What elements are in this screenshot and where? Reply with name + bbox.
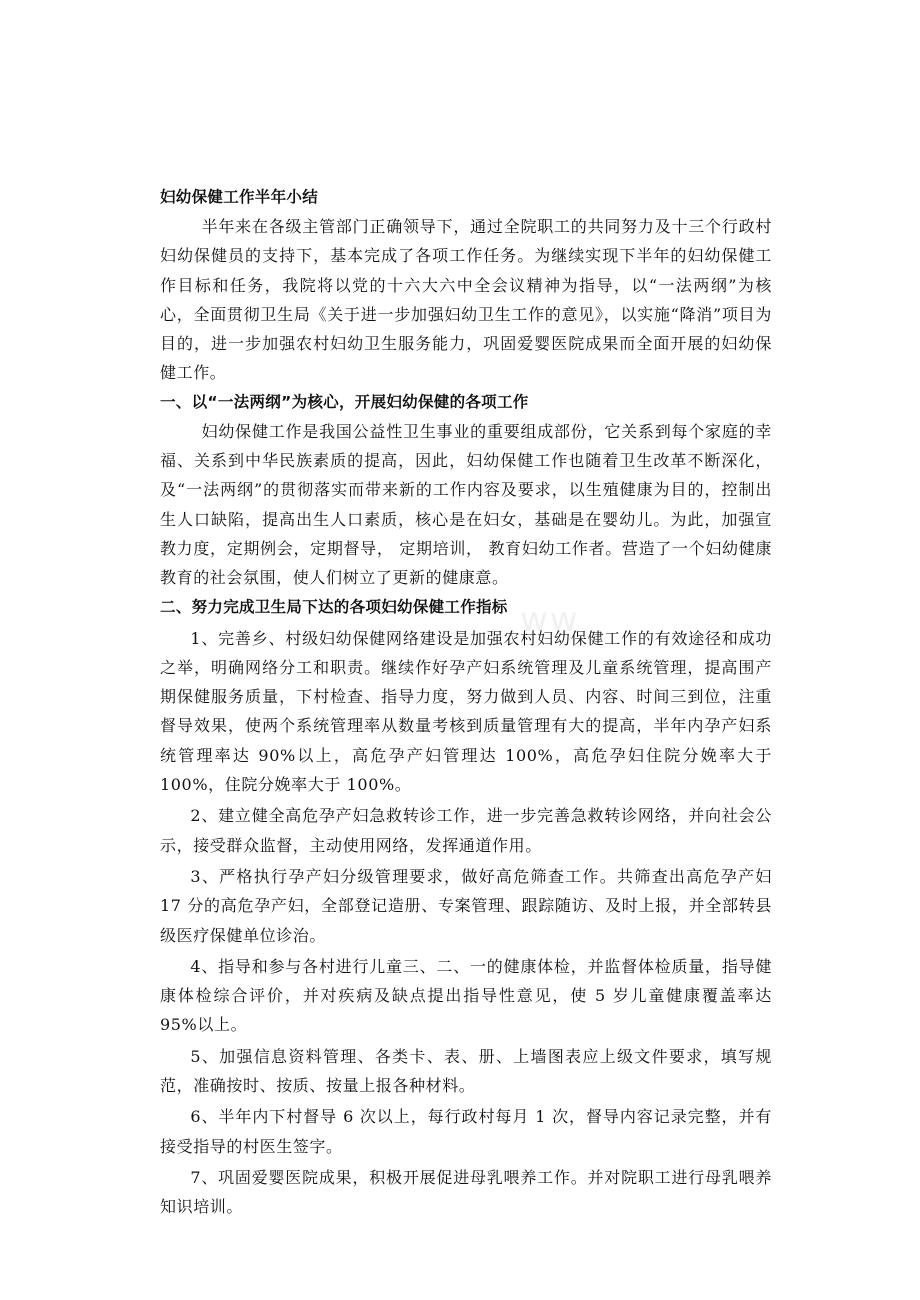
list-item-3: 3、严格执行孕产妇分级管理要求，做好高危筛查工作。共筛查出高危孕产妇 17 分的高危孕产妇，全部登记造册、专案管理、跟踪随访、及时上报，并全部转县级医疗保健单位诊治。 bbox=[160, 866, 772, 945]
section-2-heading: 二、努力完成卫生局下达的各项妇幼保健工作指标 bbox=[160, 597, 508, 616]
section-1-paragraph: 妇幼保健工作是我国公益性卫生事业的重要组成部份，它关系到每个家庭的幸福、关系到中华民族素质的提高，因此，妇幼保健工作也随着卫生改革不断深化，及“一法两纲”的贯彻落实而带来新的工作内容及要求，以生殖健康为目的，控制出生人口缺陷，提高出生人口素质，核心是在妇女，基础是在婴幼儿。为此，加强宣教力度，定期例会，定期督导， 定期培训， 教育妇幼工作者。营造了一个妇幼健康教育的社会氛围，使人们树立了更新的健康意。 bbox=[160, 421, 772, 588]
document-page bbox=[160, 186, 772, 1224]
list-item-5: 5、加强信息资料管理、各类卡、表、册、上墙图表应上级文件要求，填写规范，准确按时、按质、按量上报各种材料。 bbox=[160, 1046, 772, 1096]
list-item-7: 7、巩固爱婴医院成果，积极开展促进母乳喂养工作。并对院职工进行母乳喂养知识培训。 bbox=[160, 1167, 772, 1217]
list-item-4: 4、指导和参与各村进行儿童三、二、一的健康体检，并监督体检质量，指导健康体检综合评价，并对疾病及缺点提出指导性意见，使 5 岁儿童健康覆盖率达 95%以上。 bbox=[160, 956, 772, 1035]
list-item-2: 2、建立健全高危孕产妇急救转诊工作，进一步完善急救转诊网络，并向社会公示，接受群众监督，主动使用网络，发挥通道作用。 bbox=[160, 806, 772, 855]
intro-paragraph: 半年来在各级主管部门正确领导下，通过全院职工的共同努力及十三个行政村妇幼保健员的支持下，基本完成了各项工作任务。为继续实现下半年的妇幼保健工作目标和任务，我院将以党的十六大六中全会议精神为指导，以“一法两纲”为核心，全面贯彻卫生局《关于进一步加强妇幼卫生工作的意见》，以实施“降消”项目为目的，进一步加强农村妇幼卫生服务能力，巩固爱婴医院成果而全面开展的妇幼保健工作。 bbox=[160, 217, 772, 383]
document-title: 妇幼保健工作半年小结 bbox=[160, 188, 319, 206]
watermark: ww bbox=[520, 600, 580, 640]
list-item-1: 1、完善乡、村级妇幼保健网络建设是加强农村妇幼保健工作的有效途径和成功之举，明确网络分工和职责。继续作好孕产妇系统管理及儿童系统管理，提高围产期保健服务质量，下村检查、指导力度，努力做到人员、内容、时间三到位，注重督导效果，使两个系统管理率从数量考核到质量管理有大的提高，半年内孕产妇系统管理率达 90%以上，高危孕产妇管理达 100%，高危孕妇住院分娩率大于 100%，住院分娩率大于 100%。 bbox=[160, 628, 772, 795]
list-item-6: 6、半年内下村督导 6 次以上，每行政村每月 1 次，督导内容记录完整，并有接受指导的村医生签字。 bbox=[160, 1107, 772, 1156]
section-1-heading: 一、以“一法两纲”为核心，开展妇幼保健的各项工作 bbox=[160, 392, 529, 411]
